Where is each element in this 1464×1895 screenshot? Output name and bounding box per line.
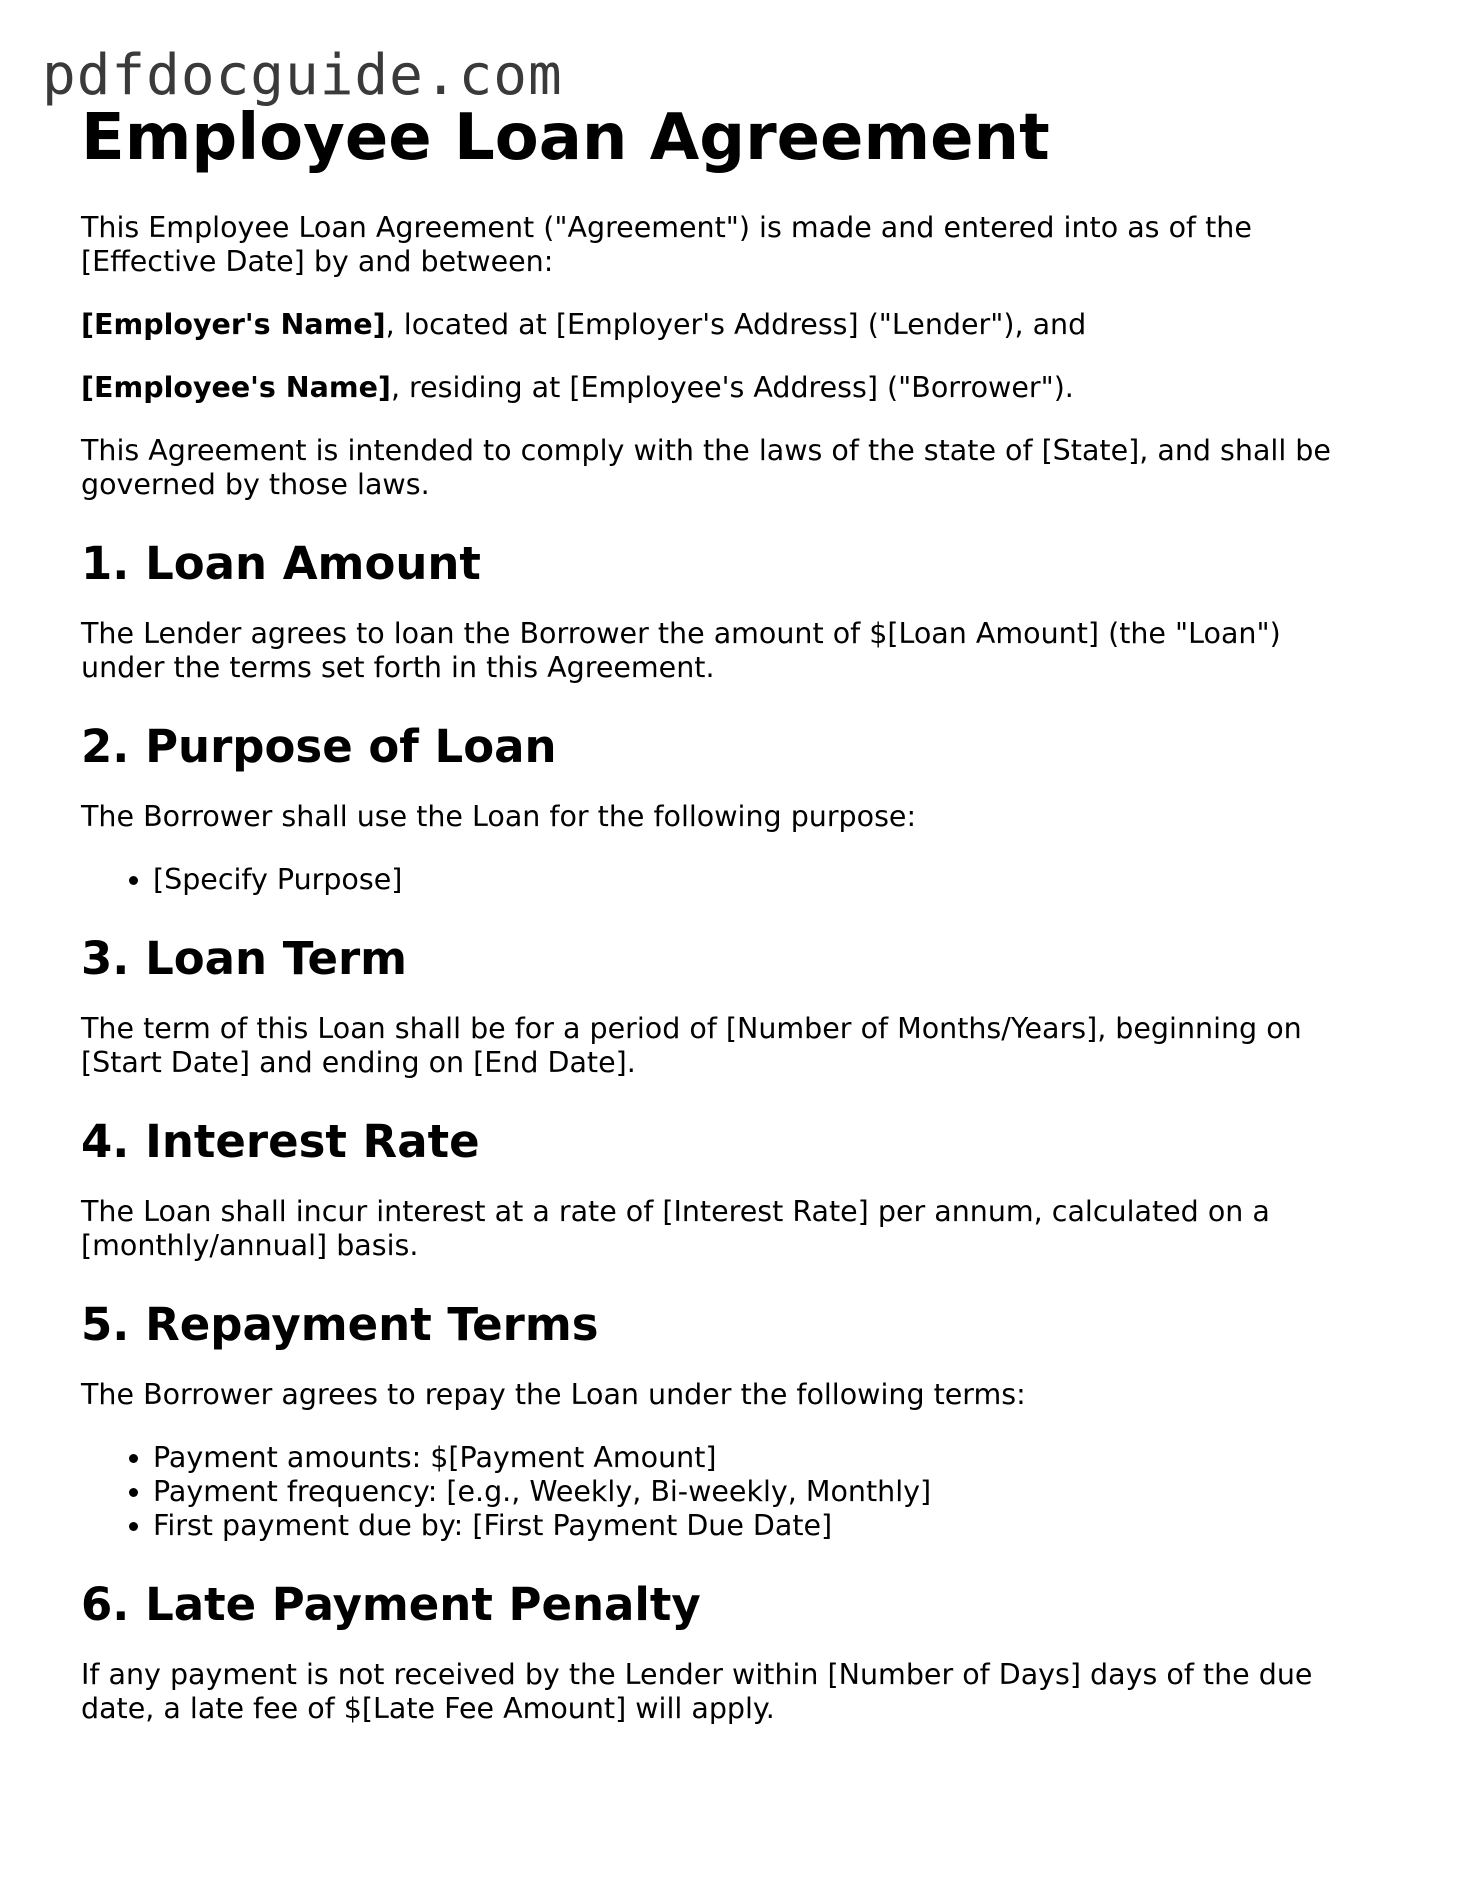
employer-name: [Employer's Name] bbox=[81, 308, 386, 341]
section-heading-late-payment: 6. Late Payment Penalty bbox=[81, 1578, 701, 1631]
employee-text: , residing at [Employee's Address] ("Borrower"). bbox=[390, 371, 1074, 404]
list-item: • [Specify Purpose] bbox=[153, 863, 1371, 897]
section-heading-interest-rate: 4. Interest Rate bbox=[81, 1115, 480, 1168]
list-item: • Payment amounts: $[Payment Amount] bbox=[153, 1441, 1371, 1475]
employer-paragraph bbox=[81, 308, 1371, 342]
section-heading-loan-amount: 1. Loan Amount bbox=[81, 537, 481, 590]
section-text-loan-term: The term of this Loan shall be for a period of [Number of Months/Years], beginning on [Start Date] and ending on [End Date]. bbox=[81, 1012, 1302, 1079]
repayment-list bbox=[81, 1441, 1371, 1543]
employee-name: [Employee's Name] bbox=[81, 371, 391, 404]
section-text-interest-rate: The Loan shall incur interest at a rate of [Interest Rate] per annum, calculated on a [monthly/annual] basis. bbox=[81, 1195, 1270, 1262]
governing-law-paragraph: This Agreement is intended to comply with the laws of the state of [State], and shall be governed by those laws. bbox=[81, 434, 1331, 501]
watermark: pdfdocguide.com bbox=[42, 43, 563, 108]
intro-paragraph: This Employee Loan Agreement ("Agreement") is made and entered into as of the [Effective Date] by and between: bbox=[81, 211, 1252, 278]
employee-paragraph bbox=[81, 371, 1371, 405]
section-text-purpose: The Borrower shall use the Loan for the following purpose: bbox=[81, 800, 917, 833]
document-page bbox=[81, 96, 1371, 1726]
list-item: • First payment due by: [First Payment Due Date] bbox=[153, 1509, 1371, 1543]
section-heading-purpose: 2. Purpose of Loan bbox=[81, 720, 557, 773]
section-text-late-payment: If any payment is not received by the Lender within [Number of Days] days of the due date, a late fee of $[Late Fee Amount] will apply. bbox=[81, 1658, 1313, 1725]
list-item: • Payment frequency: [e.g., Weekly, Bi-weekly, Monthly] bbox=[153, 1475, 1371, 1509]
section-heading-loan-term: 3. Loan Term bbox=[81, 932, 408, 985]
purpose-list bbox=[81, 863, 1371, 897]
section-heading-repayment-terms: 5. Repayment Terms bbox=[81, 1298, 599, 1351]
employer-text: , located at [Employer's Address] ("Lender"), and bbox=[385, 308, 1087, 341]
section-text-loan-amount: The Lender agrees to loan the Borrower the amount of $[Loan Amount] (the "Loan") under the terms set forth in this Agreement. bbox=[81, 617, 1281, 684]
section-text-repayment-terms: The Borrower agrees to repay the Loan under the following terms: bbox=[81, 1378, 1026, 1411]
document-title: Employee Loan Agreement bbox=[81, 101, 1050, 175]
